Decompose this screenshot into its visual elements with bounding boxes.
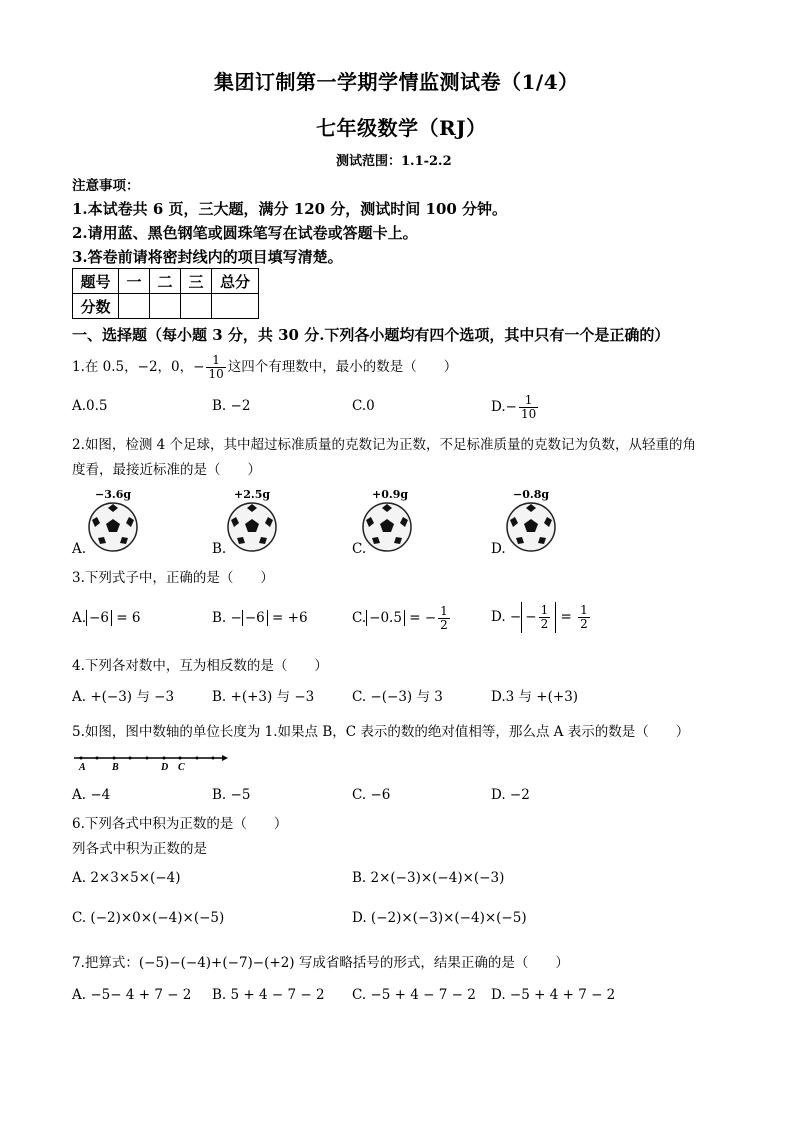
test-range: 测试范围：1.1-2.2 (336, 154, 452, 169)
option-label: A. (72, 610, 87, 626)
table-cell: 一 (119, 269, 150, 294)
ball-weight-label: +2.5g (234, 488, 271, 501)
option-label: C. (352, 610, 367, 626)
abs-value: −6 (242, 610, 268, 626)
q4-option-d: D.3 与 +(+3) (491, 689, 579, 705)
q7-option-c: C. −5 + 4 − 7 − 2 (352, 987, 476, 1003)
question-2-line2: 度看，最接近标准的是（ ） (72, 462, 261, 478)
fraction (539, 604, 551, 631)
fraction (519, 394, 538, 421)
denominator: 10 (208, 367, 224, 381)
note-item: 1.本试卷共 6 页，三大题，满分 120 分，测试时间 100 分钟。 (72, 200, 508, 218)
table-cell (181, 294, 212, 319)
q5-option-d: D. −2 (491, 787, 530, 803)
fraction (578, 604, 590, 631)
q1-option-d (491, 392, 540, 422)
q7-option-a: A. −5− 4 + 7 − 2 (72, 987, 192, 1003)
abs-value (521, 602, 556, 633)
score-table (72, 268, 259, 319)
denominator: 2 (580, 617, 588, 631)
q1-option-a: A.0.5 (72, 398, 108, 414)
minus-sign: − (525, 609, 537, 625)
q2-option-b: B. (212, 541, 227, 557)
question-1-stem (72, 352, 457, 382)
question-3-stem: 3.下列式子中，正确的是（ ） (72, 570, 274, 586)
numerator: 1 (540, 603, 549, 617)
numerator: 1 (440, 604, 448, 618)
denominator: 2 (540, 617, 549, 631)
abs-value: −6 (86, 610, 112, 626)
fraction (206, 354, 225, 381)
table-cell: 分数 (73, 294, 119, 319)
ball-weight-label: +0.9g (372, 488, 409, 501)
section-heading: 一、选择题（每小题 3 分，共 30 分.下列各小题均有四个选项，其中只有一个是正确的） (72, 326, 670, 344)
q3-option-b (212, 610, 308, 626)
note-item: 2.请用蓝、黑色钢笔或圆珠笔写在试卷或答题卡上。 (72, 224, 418, 242)
question-6-stem: 6.下列各式中积为正数的是（ ） (72, 816, 288, 832)
number-line-diagram (72, 748, 232, 772)
soccer-ball-icon (506, 502, 556, 552)
q7-option-b: B. 5 + 4 − 7 − 2 (212, 987, 325, 1003)
q2-option-c: C. (352, 541, 367, 557)
table-cell: 二 (150, 269, 181, 294)
soccer-ball-icon (88, 502, 138, 552)
q5-option-b: B. −5 (212, 787, 251, 803)
q6-option-b: B. 2×(−3)×(−4)×(−3) (352, 870, 505, 886)
q1-option-b: B. −2 (212, 398, 251, 414)
ball-weight-label: −3.6g (95, 488, 132, 501)
q5-option-a: A. −4 (72, 787, 111, 803)
q5-option-c: C. −6 (352, 787, 391, 803)
option-text: = − (409, 610, 437, 626)
q3-option-a (72, 610, 140, 626)
denominator: 2 (440, 618, 448, 632)
q6-option-d: D. (−2)×(−3)×(−4)×(−5) (352, 910, 527, 926)
fraction (438, 605, 450, 632)
q4-option-a: A. +(−3) 与 −3 (72, 689, 175, 705)
option-text: = 6 (116, 610, 141, 626)
abs-value: −0.5 (366, 610, 405, 626)
note-item: 3.答卷前请将密封线内的项目填写清楚。 (72, 248, 343, 266)
option-text: = (560, 609, 572, 625)
question-7-stem: 7.把算式：(−5)−(−4)+(−7)−(+2) 写成省略括号的形式，结果正确的是（ ） (72, 955, 569, 971)
point-label-a: A (79, 762, 86, 772)
q1-stem-part: 这四个有理数中，最小的数是（ ） (227, 359, 458, 375)
table-cell: 总分 (212, 269, 259, 294)
soccer-ball-icon (227, 502, 277, 552)
table-cell: 题号 (73, 269, 119, 294)
numerator: 1 (519, 394, 538, 408)
table-cell (212, 294, 259, 319)
q1-stem-part: 1.在 0.5，−2，0，− (72, 359, 205, 375)
question-2-line1: 2.如图，检测 4 个足球，其中超过标准质量的克数记为正数，不足标准质量的克数记为负数，从轻重的角 (72, 437, 697, 453)
table-cell (119, 294, 150, 319)
question-4-stem: 4.下列各对数中，互为相反数的是（ ） (72, 658, 328, 674)
q6-option-c: C. (−2)×0×(−4)×(−5) (72, 910, 225, 926)
point-label-b: B (112, 762, 119, 772)
option-label: D. − (491, 609, 522, 625)
soccer-ball-icon (362, 502, 412, 552)
denominator: 10 (520, 407, 537, 421)
point-label-d: D (161, 762, 169, 772)
q1-option-c: C.0 (352, 398, 375, 414)
option-text: = +6 (272, 610, 308, 626)
exam-subtitle: 七年级数学（RJ） (316, 116, 487, 140)
q4-option-c: C. −(−3) 与 3 (352, 689, 443, 705)
exam-title: 集团订制第一学期学情监测试卷（1/4） (214, 70, 579, 94)
question-5-stem: 5.如图，图中数轴的单位长度为 1.如果点 B，C 表示的数的绝对值相等，那么点 A 表示的数是（ ） (72, 724, 690, 740)
q4-option-b: B. +(+3) 与 −3 (212, 689, 315, 705)
table-cell: 三 (181, 269, 212, 294)
ball-weight-label: −0.8g (513, 488, 550, 501)
option-label: D.− (491, 399, 517, 415)
q3-option-c (352, 602, 452, 634)
table-cell (150, 294, 181, 319)
numerator: 1 (206, 354, 225, 368)
q6-option-a: A. 2×3×5×(−4) (72, 870, 181, 886)
question-6-repeat: 列各式中积为正数的是 (72, 841, 207, 857)
q2-option-a: A. (72, 541, 87, 557)
notes-heading: 注意事项： (72, 178, 140, 194)
q2-option-d: D. (491, 541, 506, 557)
q3-option-d (491, 600, 592, 634)
option-label: B. − (212, 610, 242, 626)
numerator: 1 (580, 603, 588, 617)
q7-option-d: D. −5 + 4 + 7 − 2 (491, 987, 616, 1003)
point-label-c: C (178, 762, 185, 772)
